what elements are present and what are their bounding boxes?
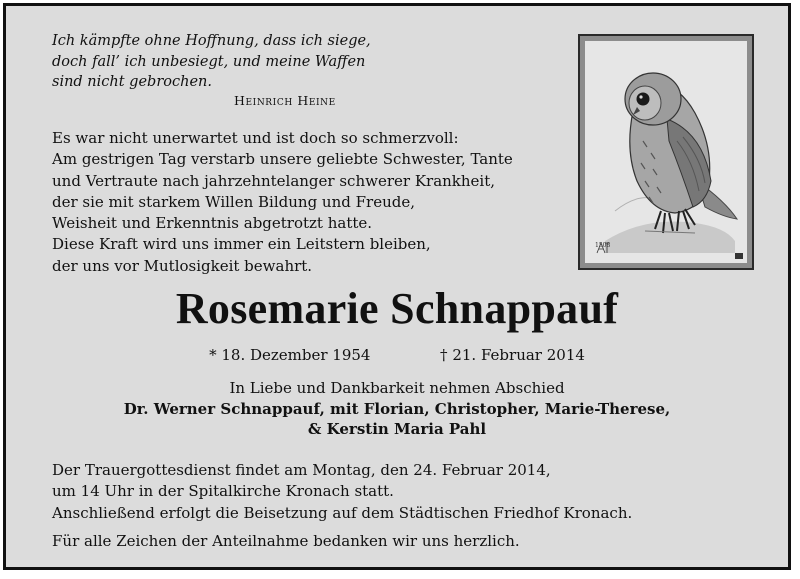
intro-line: der uns vor Mutlosigkeit bewahrt. (52, 256, 313, 275)
intro-text (52, 128, 513, 277)
farewell-block (6, 378, 788, 440)
obituary-notice (3, 3, 791, 570)
inscription-year: 1508 (595, 242, 611, 249)
intro-line: der sie mit starkem Willen Bildung und Freude, (52, 192, 415, 211)
quote-line: doch fall’ ich unbesiegt, und meine Waffen (52, 53, 366, 70)
intro-line: Weisheit und Erkenntnis abgetrotzt hatte. (52, 214, 373, 233)
service-info (52, 460, 632, 524)
intro-line: und Vertraute nach jahrzehntelanger schwerer Krankheit, (52, 171, 496, 190)
farewell-intro: In Liebe und Dankbarkeit nehmen Abschied (229, 379, 565, 397)
service-line: um 14 Uhr in der Spitalkirche Kronach statt. (52, 482, 394, 501)
owl-image (578, 34, 754, 270)
service-line: Der Trauergottesdienst findet am Montag, den 24. Februar 2014, (52, 461, 551, 479)
birth-symbol: * (209, 346, 217, 364)
death-date: 21. Februar 2014 (452, 346, 585, 364)
poem-quote (52, 31, 371, 93)
mourners-line: Dr. Werner Schnappauf, mit Florian, Christopher, Marie-Therese, (123, 399, 671, 418)
life-dates (6, 346, 788, 364)
mourners-line: & Kerstin Maria Pahl (307, 420, 487, 438)
quote-line: sind nicht gebrochen. (52, 74, 212, 90)
quote-line: Ich kämpfte ohne Hoffnung, dass ich siege, (52, 33, 371, 49)
thanks-text: Für alle Zeichen der Anteilnahme bedanken wir uns herzlich. (52, 532, 520, 550)
birth-date: 18. Dezember 1954 (221, 346, 371, 364)
intro-line: Diese Kraft wird uns immer ein Leitstern bleiben, (52, 235, 431, 254)
deceased-name: Rosemarie Schnappauf (175, 284, 619, 333)
death-symbol: † (440, 346, 448, 364)
intro-line: Es war nicht unerwartet und ist doch so schmerzvoll: (52, 129, 459, 147)
service-line: Anschließend erfolgt die Beisetzung auf dem Städtischen Friedhof Kronach. (52, 503, 633, 522)
quote-author: Heinrich Heine (234, 93, 336, 108)
owl-drawing (585, 41, 747, 263)
intro-line: Am gestrigen Tag verstarb unsere geliebte Schwester, Tante (52, 150, 513, 169)
